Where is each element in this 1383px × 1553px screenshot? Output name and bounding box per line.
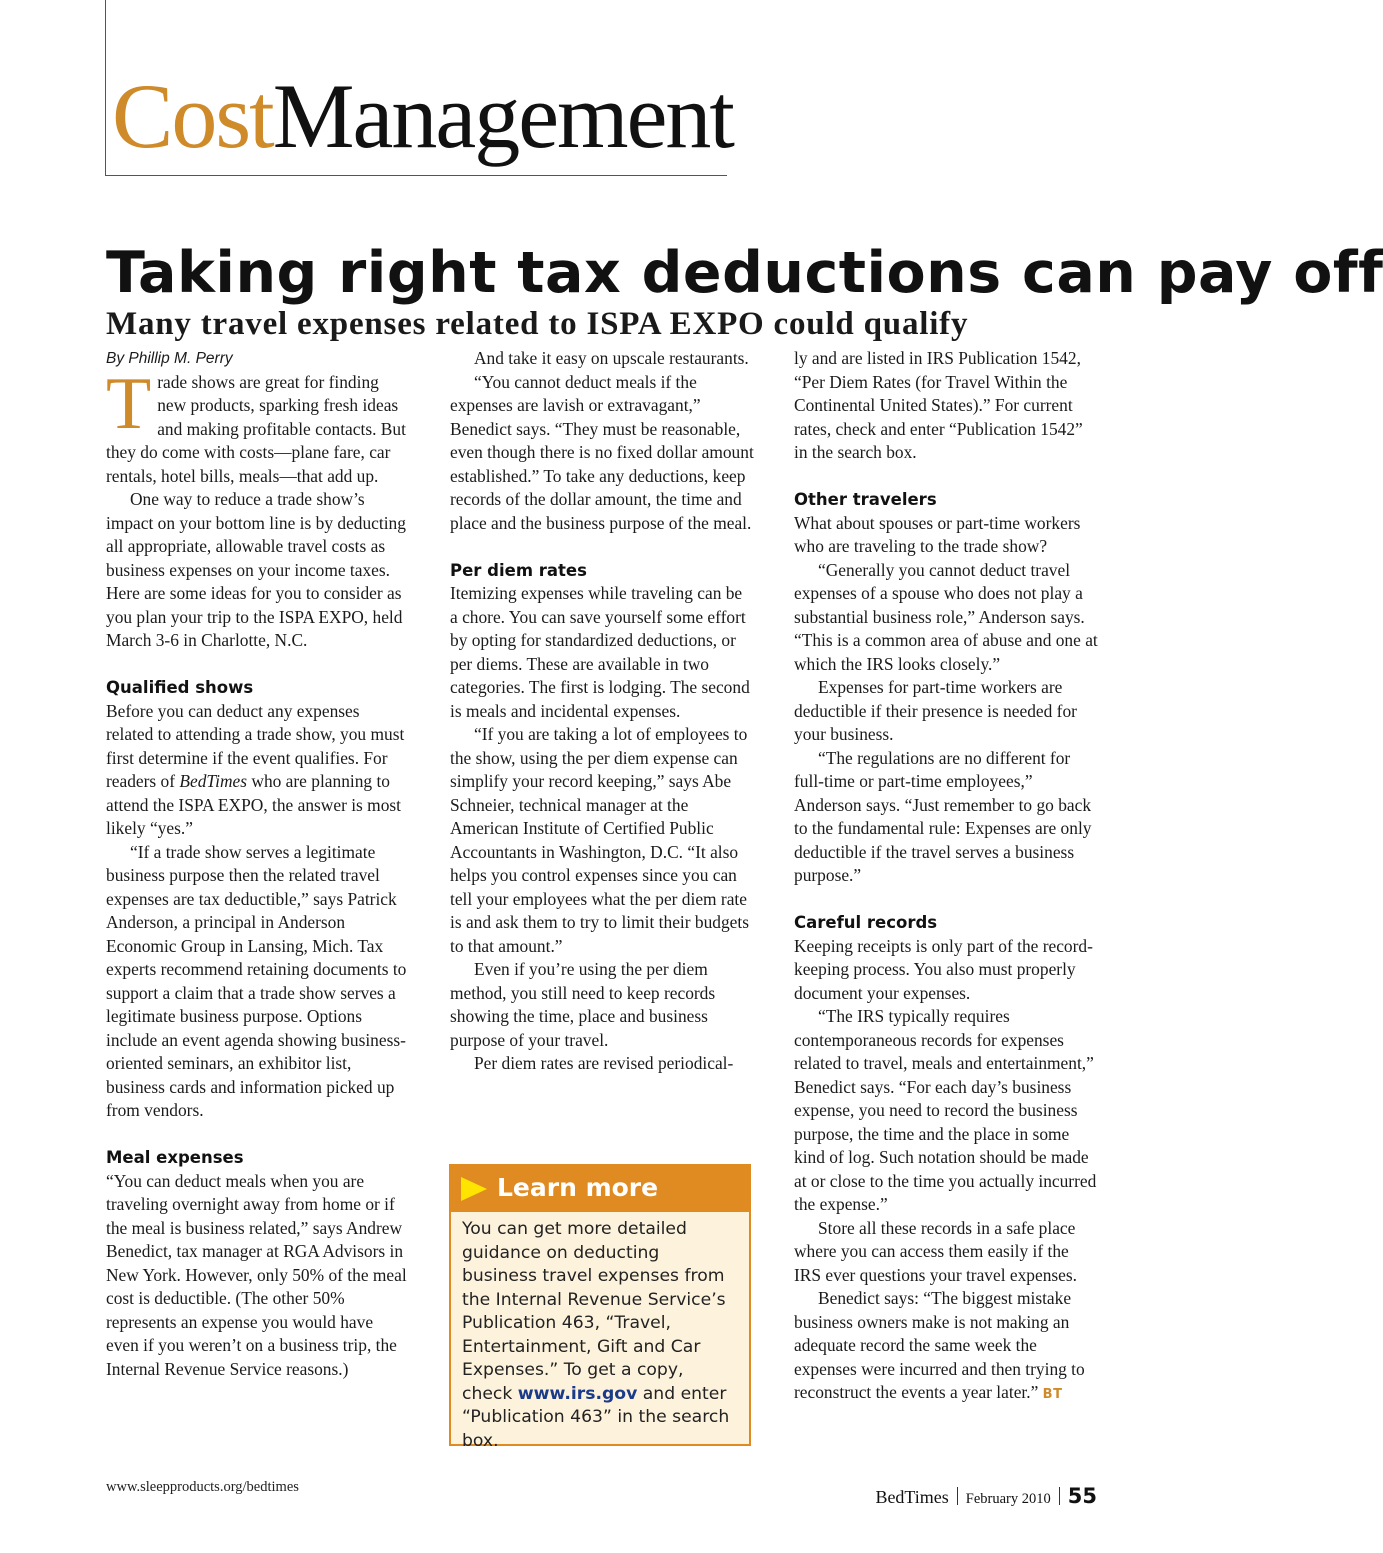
paragraph: Expenses for part-time workers are deductible if their presence is needed for your business.: [794, 677, 1077, 744]
footer-url[interactable]: www.sleepproducts.org/bedtimes: [106, 1479, 299, 1495]
paragraph: “Generally you cannot deduct travel expenses of a spouse who does not play a substantial business role,” Anderson says. “This is a common area of abuse and one at which the IRS looks closely.”: [794, 559, 1098, 674]
paragraph: What about spouses or part-time workers who are traveling to the trade show?: [794, 512, 1081, 556]
section-heading-careful-records: Careful records: [794, 913, 938, 932]
end-mark: BT: [1042, 1387, 1063, 1402]
article-headline: Taking right tax deductions can pay off: [106, 240, 1383, 306]
footer-divider: [1059, 1487, 1060, 1505]
paragraph: And take it easy on upscale restaurants.: [474, 348, 749, 368]
paragraph: Itemizing expenses while traveling can be a chore. You can save yourself some effort by opting for standardized deductions, or per diems. These are available in two categories. The first is lodging. The second is meals and incidental expenses.: [450, 583, 750, 721]
header-vertical-rule: [105, 0, 106, 176]
footer-divider: [957, 1487, 958, 1505]
paragraph: Per diem rates are revised periodical-: [474, 1053, 734, 1073]
section-title: [112, 65, 733, 167]
footer-magazine: BedTimes: [875, 1487, 949, 1507]
paragraph: One way to reduce a trade show’s impact on your bottom line is by deducting all appropriate, allowable travel costs as business expenses on your income taxes. Here are some ideas for you to consider as you plan your trip to the ISPA EXPO, held March 3-6 in Charlotte, N.C.: [106, 489, 406, 650]
page-number: 55: [1067, 1484, 1097, 1508]
article-column-1: [106, 347, 410, 1381]
paragraph: “You cannot deduct meals if the expenses are lavish or extravagant,” Benedict says. “They must be reasonable, even though there is no fixed dollar amount established.” To take any deductions, keep records of the dollar amount, the time and place and the business purpose of the meal.: [450, 371, 754, 533]
footer-date: February 2010: [965, 1491, 1051, 1507]
paragraph: Even if you’re using the per diem method, you still need to keep records showing the time, place and business purpose of your travel.: [450, 959, 716, 1050]
article-column-3: [794, 347, 1098, 1407]
section-title-management: Management: [272, 65, 733, 167]
intro-text: rade shows are great for finding new products, sparking fresh ideas and making profitable contacts. But they do come with costs—plane fare, car rentals, hotel bills, meals—that add up.: [106, 371, 406, 486]
paragraph: Keeping receipts is only part of the record-keeping process. You also must properly document your expenses.: [794, 935, 1093, 1003]
section-heading-other-travelers: Other travelers: [794, 490, 937, 509]
learn-more-title: Learn more: [497, 1173, 659, 1202]
intro-paragraph: [106, 362, 410, 489]
section-title-cost: Cost: [112, 65, 273, 167]
irs-link[interactable]: www.irs.gov: [517, 1383, 638, 1404]
article-subhead: Many travel expenses related to ISPA EXPO could qualify: [106, 306, 969, 342]
magazine-name: BedTimes: [179, 771, 248, 791]
arrow-right-icon: [461, 1177, 487, 1201]
paragraph: Benedict says: “The biggest mistake business owners make is not making an adequate record the same week the expenses were incurred and then trying to reconstruct the events a year later.” BT: [794, 1288, 1085, 1402]
article-column-2: [450, 347, 754, 1076]
paragraph: “You can deduct meals when you are traveling overnight away from home or if the meal is business related,” says Andrew Benedict, tax manager at RGA Advisors in New York. However, only 50% of the meal cost is deductible. (The other 50% represents an expense you would have even if you weren’t on a business trip, the Internal Revenue Service reasons.): [106, 1170, 407, 1379]
paragraph: “If you are taking a lot of employees to the show, using the per diem expense can simplify your record keeping,” says Abe Schneier, technical manager at the American Institute of Certified Public Accountants in Washington, D.C. “It also helps you control expenses since you can tell your employees what the per diem rate is and ask them to try to limit their budgets to that amount.”: [450, 724, 749, 956]
section-heading-per-diem-rates: Per diem rates: [450, 560, 587, 580]
byline: By Phillip M. Perry: [106, 350, 233, 367]
paragraph: Store all these records in a safe place where you can access them easily if the IRS ever questions your travel expenses.: [794, 1217, 1078, 1285]
header-horizontal-rule: [105, 175, 727, 176]
paragraph: “The IRS typically requires contemporaneous records for expenses related to travel, meals and entertainment,” Benedict says. “For each day’s business expense, you need to record the business purpose, the time and the place in some kind of log. Such notation should be made at or close to the time you actually incurred the expense.”: [794, 1006, 1097, 1214]
learn-more-text: You can get more detailed guidance on deducting business travel expenses from the Internal Revenue Service’s Publication 463, “Travel, Entertainment, Gift and Car Expenses.” To get a copy, check www.irs.gov and enter “Publication 463” in the search box.: [462, 1219, 730, 1451]
learn-more-header: [451, 1166, 749, 1212]
paragraph: “The regulations are no different for full-time or part-time employees,” Anderson says. “Just remember to go back to the fundamental rule: Expenses are only deductible if the travel serves a business purpose.”: [794, 747, 1092, 885]
paragraph: ly and are listed in IRS Publication 1542, “Per Diem Rates (for Travel Within the Continental United States).” For current rates, check and enter “Publication 1542” in the search box.: [794, 348, 1083, 462]
footer-folio: [875, 1484, 1097, 1508]
paragraph: Before you can deduct any expenses related to attending a trade show, you must first determine if the event qualifies. For readers of BedTimes who are planning to attend the ISPA EXPO, the answer is most likely “yes.”: [106, 700, 405, 838]
paragraph: “If a trade show serves a legitimate business purpose then the related travel expenses are tax deductible,” says Patrick Anderson, a principal in Anderson Economic Group in Lansing, Mich. Tax experts recommend retaining documents to support a claim that a trade show serves a legitimate business purpose. Options include an event agenda showing business-oriented seminars, an exhibitor list, business cards and information picked up from vendors.: [106, 841, 407, 1120]
section-heading-qualified-shows: Qualified shows: [106, 678, 254, 697]
drop-cap: T: [106, 362, 152, 445]
learn-more-box: [449, 1164, 751, 1451]
section-heading-meal-expenses: Meal expenses: [106, 1148, 244, 1167]
